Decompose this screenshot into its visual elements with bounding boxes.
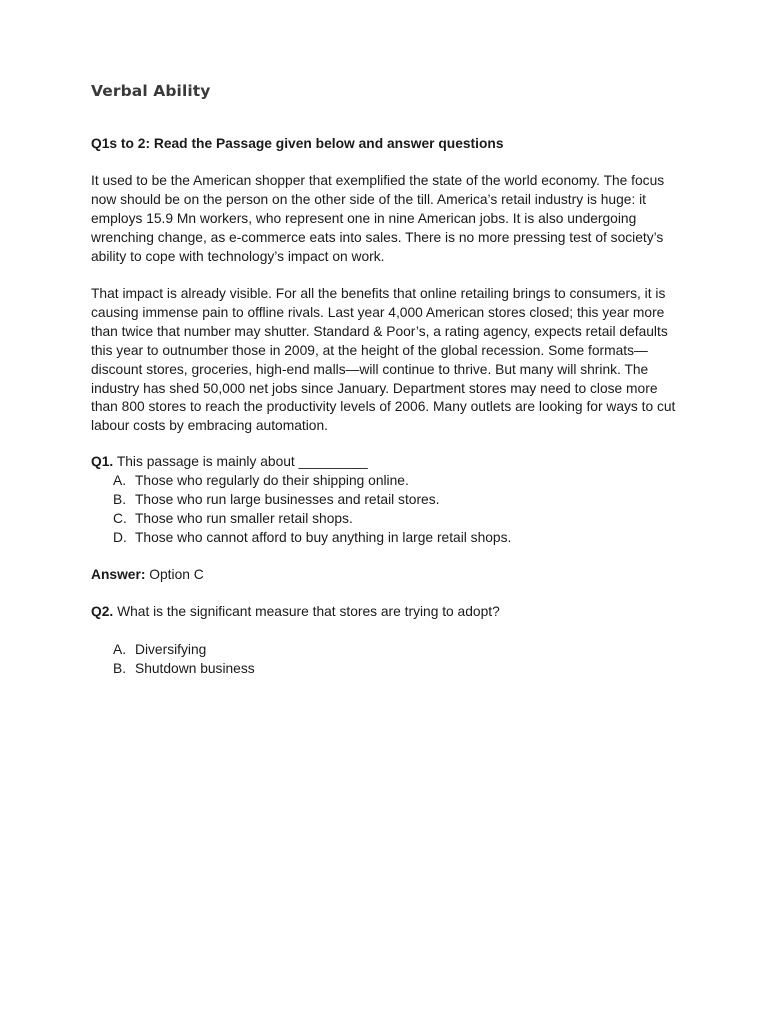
question-2-label: Q2. (91, 604, 114, 619)
section-title: Verbal Ability (91, 82, 211, 100)
answer-1 (91, 566, 204, 585)
paragraph-line: this year to outnumber those in 2009, at the height of the global recession. Some formats— (91, 342, 648, 358)
paragraph-line: discount stores, groceries, high-end malls—will continue to thrive. But many will shrink. The (91, 361, 649, 377)
option-letter: D. (113, 529, 127, 545)
passage-paragraph-2 (91, 285, 683, 436)
paragraph-line: employs 15.9 Mn workers, who represent one in nine American jobs. It is also undergoing (91, 210, 637, 226)
option-item (113, 660, 255, 679)
question-2-text: What is the significant measure that stores are trying to adopt? (113, 604, 500, 619)
option-item (113, 491, 511, 510)
option-letter: B. (113, 491, 127, 507)
answer-text: Option C (145, 567, 204, 582)
option-text: Shutdown business (135, 660, 255, 676)
paragraph-line: labour costs by embracing automation. (91, 418, 328, 434)
passage-paragraph-1 (91, 172, 683, 267)
paragraph-line: ability to cope with technology’s impact on work. (91, 248, 385, 264)
paragraph-line: It used to be the American shopper that exemplified the state of the world economy. The focus (91, 173, 665, 188)
option-item (113, 641, 255, 660)
option-text: Those who run large businesses and retail stores. (135, 491, 440, 507)
option-letter: A. (113, 642, 127, 657)
option-letter: A. (113, 473, 127, 488)
question-1 (91, 453, 368, 472)
answer-label: Answer: (91, 567, 146, 582)
paragraph-line: industry has shed 50,000 net jobs since January. Department stores may need to close more (91, 380, 658, 396)
option-text: Diversifying (135, 642, 207, 657)
paragraph-line: than 800 stores to reach the productivity levels of 2006. Many outlets are looking for ways to cut (91, 399, 676, 415)
question-1-options (113, 472, 511, 548)
option-letter: C. (113, 510, 127, 526)
option-text: Those who cannot afford to buy anything in large retail shops. (135, 529, 512, 545)
option-item (113, 472, 511, 491)
passage-heading: Q1s to 2: Read the Passage given below and answer questions (91, 136, 504, 151)
option-item (113, 510, 511, 529)
question-2 (91, 603, 500, 622)
paragraph-line: causing immense pain to offline rivals. Last year 4,000 American stores closed; this year more (91, 304, 665, 320)
question-1-label: Q1. (91, 454, 114, 469)
question-2-options (113, 641, 255, 679)
paragraph-line: now should be on the person on the other side of the till. America’s retail industry is huge: it (91, 191, 647, 207)
option-item (113, 529, 511, 548)
paragraph-line: That impact is already visible. For all the benefits that online retailing brings to consumers, it is (91, 286, 666, 301)
paragraph-line: wrenching change, as e-commerce eats into sales. There is no more pressing test of society’s (91, 229, 664, 245)
option-letter: B. (113, 660, 127, 676)
question-1-text: This passage is mainly about _________ (113, 454, 368, 469)
paragraph-line: than twice that number may shutter. Standard & Poor’s, a rating agency, expects retail defaults (91, 323, 668, 339)
option-text: Those who run smaller retail shops. (135, 510, 353, 526)
option-text: Those who regularly do their shipping online. (135, 473, 409, 488)
